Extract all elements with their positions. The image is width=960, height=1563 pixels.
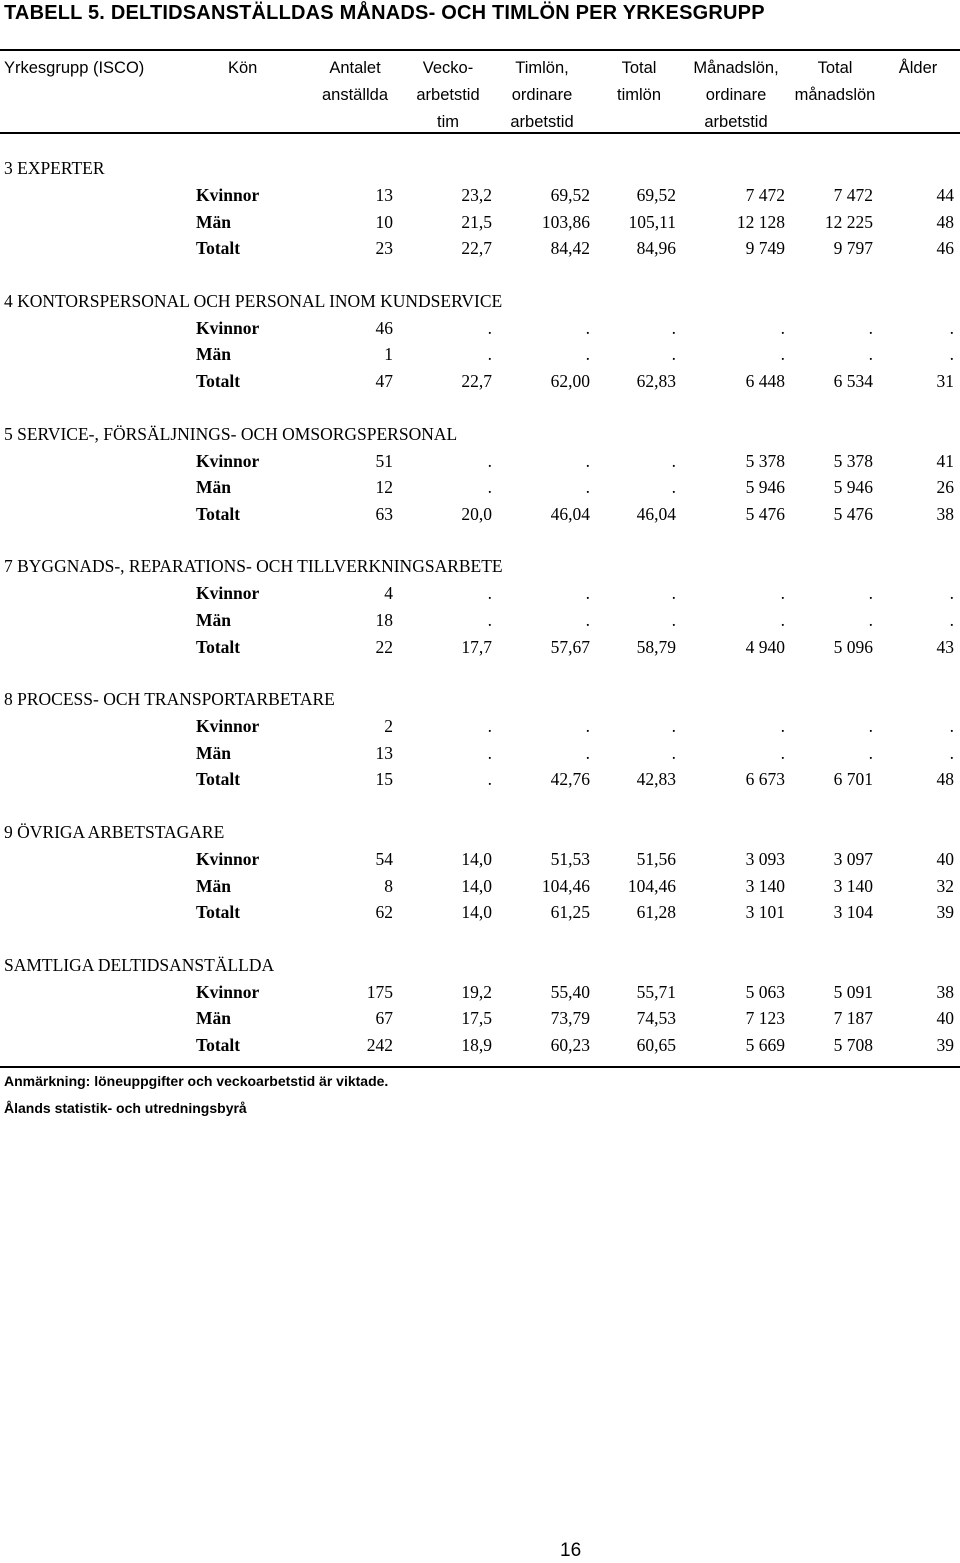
cell-total-manadslon: 6 701 [833, 769, 873, 790]
cell-kon: Totalt [196, 636, 241, 657]
table-row [0, 637, 960, 664]
cell-veckoarbetstid: 20,0 [461, 503, 492, 524]
section-heading: 7 BYGGNADS-, REPARATIONS- OCH TILLVERKNINGSARBETE [4, 556, 503, 577]
table-row [0, 743, 960, 770]
cell-timlon: 103,86 [541, 211, 590, 232]
cell-timlon: 61,25 [550, 902, 590, 923]
cell-total-manadslon: 3 140 [833, 875, 873, 896]
cell-total-manadslon: 5 476 [833, 503, 873, 524]
cell-kon: Män [196, 742, 231, 763]
header-total-timlon: Total timlön [616, 59, 661, 104]
cell-manadslon: . [780, 610, 785, 630]
cell-kon: Män [196, 477, 231, 498]
cell-total-timlon: 42,83 [636, 769, 676, 790]
table-row [0, 583, 960, 610]
cell-antalet: 62 [375, 902, 393, 923]
cell-manadslon: 5 378 [745, 450, 785, 471]
cell-timlon: . [585, 477, 590, 498]
cell-alder: 40 [936, 1008, 954, 1029]
cell-total-timlon: 62,83 [636, 371, 676, 391]
table-row [0, 477, 960, 504]
cell-antalet: 15 [375, 769, 393, 790]
section-heading: 8 PROCESS- OCH TRANSPORTARBETARE [4, 689, 335, 710]
cell-total-timlon: . [671, 716, 676, 737]
cell-total-manadslon: 7 187 [833, 1008, 873, 1029]
table-row [0, 716, 960, 743]
cell-total-timlon: 104,46 [627, 875, 676, 896]
cell-antalet: 242 [366, 1035, 393, 1055]
header-veckoarbetstid: Vecko- arbetstid tim [416, 59, 480, 131]
cell-kon: Totalt [196, 503, 241, 524]
cell-antalet: 12 [375, 477, 393, 498]
cell-timlon: 73,79 [550, 1008, 590, 1029]
cell-veckoarbetstid: 17,7 [461, 636, 492, 657]
cell-kon: Totalt [196, 371, 241, 391]
note-source: Ålands statistik- och utredningsbyrå [4, 1100, 247, 1116]
cell-veckoarbetstid: 21,5 [461, 211, 492, 232]
cell-alder: . [949, 742, 954, 763]
cell-timlon: 42,76 [550, 769, 590, 790]
cell-total-timlon: 51,56 [636, 849, 676, 869]
cell-timlon: 60,23 [550, 1035, 590, 1055]
cell-antalet: 10 [375, 211, 393, 232]
cell-total-timlon: . [671, 477, 676, 498]
cell-total-manadslon: 5 096 [833, 636, 873, 657]
table-row [0, 769, 960, 796]
cell-kon: Män [196, 211, 231, 232]
note-anmarkning: Anmärkning: löneuppgifter och veckoarbetstid är viktade. [4, 1073, 389, 1089]
cell-antalet: 4 [384, 583, 393, 604]
cell-alder: 43 [936, 636, 954, 657]
cell-kon: Kvinnor [196, 849, 260, 869]
cell-antalet: 63 [375, 503, 393, 524]
header-timlon: Timlön, ordinare arbetstid [510, 59, 574, 131]
cell-manadslon: . [780, 583, 785, 604]
cell-kon: Män [196, 875, 231, 896]
cell-alder: . [949, 344, 954, 365]
cell-veckoarbetstid: 19,2 [461, 981, 492, 1002]
cell-manadslon: 3 093 [745, 849, 785, 869]
cell-manadslon: 3 101 [745, 902, 785, 923]
cell-total-timlon: 61,28 [636, 902, 676, 923]
cell-veckoarbetstid: 22,7 [461, 371, 492, 391]
cell-antalet: 67 [375, 1008, 393, 1029]
cell-veckoarbetstid: . [487, 317, 492, 338]
cell-total-manadslon: 3 097 [833, 849, 873, 869]
cell-total-manadslon: 5 091 [833, 981, 873, 1002]
cell-veckoarbetstid: 22,7 [461, 238, 492, 259]
cell-alder: 44 [936, 185, 954, 205]
cell-manadslon: 5 669 [745, 1035, 785, 1055]
table-bottom-rule [0, 1066, 960, 1068]
cell-kon: Kvinnor [196, 583, 260, 604]
cell-antalet: 47 [375, 371, 393, 391]
cell-manadslon: 9 749 [745, 238, 785, 259]
cell-total-timlon: . [671, 583, 676, 604]
cell-kon: Kvinnor [196, 450, 260, 471]
cell-veckoarbetstid: . [487, 769, 492, 790]
cell-manadslon: 5 476 [745, 503, 785, 524]
table-row [0, 610, 960, 637]
cell-veckoarbetstid: 14,0 [461, 849, 492, 869]
cell-kon: Totalt [196, 238, 241, 259]
cell-total-timlon: 105,11 [628, 211, 676, 232]
table-row [0, 238, 960, 265]
cell-total-manadslon: 7 472 [833, 185, 873, 205]
header-yrkesgrupp: Yrkesgrupp (ISCO) [4, 59, 145, 77]
cell-timlon: 55,40 [550, 981, 590, 1002]
table-row [0, 504, 960, 531]
cell-manadslon: 7 123 [745, 1008, 785, 1029]
table-row [0, 902, 960, 929]
cell-manadslon: 5 946 [745, 477, 785, 498]
cell-timlon: 57,67 [550, 636, 590, 657]
cell-total-manadslon: 9 797 [833, 238, 873, 259]
cell-kon: Män [196, 1008, 231, 1029]
cell-veckoarbetstid: . [487, 742, 492, 763]
cell-antalet: 18 [375, 610, 393, 630]
cell-manadslon: 6 448 [745, 371, 785, 391]
cell-timlon: . [585, 344, 590, 365]
cell-timlon: . [585, 742, 590, 763]
cell-timlon: . [585, 716, 590, 737]
cell-total-timlon: 60,65 [636, 1035, 676, 1055]
cell-total-manadslon: 6 534 [833, 371, 873, 391]
cell-veckoarbetstid: 23,2 [461, 185, 492, 205]
header-manadslon: Månadslön, ordinare arbetstid [693, 59, 779, 131]
cell-timlon: 69,52 [550, 185, 590, 205]
cell-veckoarbetstid: 17,5 [461, 1008, 492, 1029]
cell-antalet: 13 [375, 185, 393, 205]
cell-total-manadslon: . [868, 742, 873, 763]
table-row [0, 849, 960, 876]
cell-kon: Kvinnor [196, 317, 260, 338]
cell-kon: Kvinnor [196, 185, 260, 205]
cell-total-manadslon: 5 708 [833, 1035, 873, 1055]
cell-alder: 48 [936, 769, 954, 790]
cell-alder: . [949, 610, 954, 630]
table-row [0, 982, 960, 1009]
table-row [0, 1008, 960, 1035]
cell-manadslon: . [780, 742, 785, 763]
cell-total-timlon: . [671, 344, 676, 365]
cell-timlon: . [585, 583, 590, 604]
cell-total-manadslon: . [868, 716, 873, 737]
cell-manadslon: . [780, 317, 785, 338]
cell-total-timlon: 69,52 [636, 185, 676, 205]
cell-antalet: 23 [375, 238, 393, 259]
cell-total-timlon: . [671, 742, 676, 763]
cell-total-manadslon: . [868, 583, 873, 604]
cell-total-timlon: 46,04 [636, 503, 676, 524]
cell-veckoarbetstid: 14,0 [461, 902, 492, 923]
cell-veckoarbetstid: . [487, 477, 492, 498]
cell-alder: 26 [936, 477, 954, 498]
cell-total-timlon: 58,79 [636, 636, 676, 657]
cell-kon: Totalt [196, 902, 241, 923]
cell-timlon: 84,42 [550, 238, 590, 259]
cell-alder: 41 [936, 450, 954, 471]
cell-antalet: 46 [375, 317, 393, 338]
cell-veckoarbetstid: . [487, 450, 492, 471]
cell-kon: Totalt [196, 1035, 241, 1055]
table-row [0, 185, 960, 212]
cell-manadslon: 5 063 [745, 981, 785, 1002]
section-heading: 3 EXPERTER [4, 158, 105, 178]
table-row [0, 876, 960, 903]
cell-veckoarbetstid: . [487, 344, 492, 365]
cell-kon: Totalt [196, 769, 241, 790]
cell-kon: Män [196, 344, 231, 365]
cell-manadslon: 6 673 [745, 769, 785, 790]
cell-total-manadslon: . [868, 317, 873, 338]
header-kon: Kön [228, 59, 258, 77]
table-row [0, 1035, 960, 1062]
cell-total-manadslon: . [868, 344, 873, 365]
cell-timlon: . [585, 317, 590, 338]
cell-veckoarbetstid: . [487, 716, 492, 737]
cell-antalet: 51 [375, 450, 393, 471]
cell-alder: . [949, 716, 954, 737]
header-total-manadslon: Total månadslön [794, 59, 876, 104]
table-row [0, 371, 960, 398]
cell-kon: Kvinnor [196, 716, 260, 737]
cell-total-manadslon: 5 378 [833, 450, 873, 471]
cell-total-timlon: . [671, 450, 676, 471]
cell-timlon: 104,46 [541, 875, 590, 896]
cell-timlon: 51,53 [550, 849, 590, 869]
cell-total-timlon: 55,71 [636, 981, 676, 1002]
header-bottom-rule [0, 132, 960, 134]
cell-alder: . [949, 317, 954, 338]
section-heading: SAMTLIGA DELTIDSANSTÄLLDA [4, 954, 275, 975]
header-top-rule [0, 49, 960, 51]
section-heading: 5 SERVICE-, FÖRSÄLJNINGS- OCH OMSORGSPERSONAL [4, 423, 458, 444]
cell-total-manadslon: 12 225 [824, 211, 873, 232]
cell-alder: . [949, 583, 954, 604]
cell-antalet: 13 [375, 742, 393, 763]
cell-total-manadslon: . [868, 610, 873, 630]
cell-manadslon: 3 140 [745, 875, 785, 896]
cell-antalet: 8 [384, 875, 393, 896]
cell-manadslon: . [780, 344, 785, 365]
cell-manadslon: . [780, 716, 785, 737]
cell-veckoarbetstid: 14,0 [461, 875, 492, 896]
cell-manadslon: 12 128 [736, 211, 785, 232]
table-row [0, 451, 960, 478]
cell-alder: 39 [936, 1035, 954, 1055]
cell-alder: 46 [936, 238, 954, 259]
cell-timlon: 62,00 [550, 371, 590, 391]
cell-alder: 38 [936, 503, 954, 524]
section-heading: 9 ÖVRIGA ARBETSTAGARE [4, 822, 225, 842]
table-row [0, 344, 960, 371]
cell-antalet: 54 [375, 849, 393, 869]
cell-total-timlon: 84,96 [636, 238, 676, 259]
header-alder: Ålder [898, 59, 938, 77]
cell-antalet: 175 [366, 981, 393, 1002]
cell-alder: 32 [936, 875, 954, 896]
cell-alder: 48 [936, 211, 954, 232]
cell-antalet: 1 [384, 344, 393, 365]
cell-veckoarbetstid: . [487, 610, 492, 630]
cell-kon: Kvinnor [196, 981, 260, 1002]
cell-veckoarbetstid: 18,9 [461, 1035, 492, 1055]
cell-antalet: 2 [384, 716, 393, 737]
cell-manadslon: 7 472 [745, 185, 785, 205]
page-number: 16 [560, 1540, 582, 1561]
table-row [0, 212, 960, 239]
cell-antalet: 22 [375, 636, 393, 657]
cell-timlon: 46,04 [550, 503, 590, 524]
cell-total-manadslon: 3 104 [833, 902, 873, 923]
cell-manadslon: 4 940 [745, 636, 785, 657]
cell-timlon: . [585, 450, 590, 471]
cell-total-manadslon: 5 946 [833, 477, 873, 498]
section-heading: 4 KONTORSPERSONAL OCH PERSONAL INOM KUNDSERVICE [4, 290, 503, 311]
cell-total-timlon: . [671, 610, 676, 630]
cell-kon: Män [196, 610, 231, 630]
table-title: TABELL 5. DELTIDSANSTÄLLDAS MÅNADS- OCH TIMLÖN PER YRKESGRUPP [4, 2, 765, 24]
cell-timlon: . [585, 610, 590, 630]
cell-alder: 31 [936, 371, 954, 391]
table-row [0, 318, 960, 345]
header-antalet: Antalet anställda [321, 59, 389, 104]
cell-total-timlon: 74,53 [636, 1008, 676, 1029]
cell-veckoarbetstid: . [487, 583, 492, 604]
cell-total-timlon: . [671, 317, 676, 338]
cell-alder: 40 [936, 849, 954, 869]
cell-alder: 38 [936, 981, 954, 1002]
cell-alder: 39 [936, 902, 954, 923]
